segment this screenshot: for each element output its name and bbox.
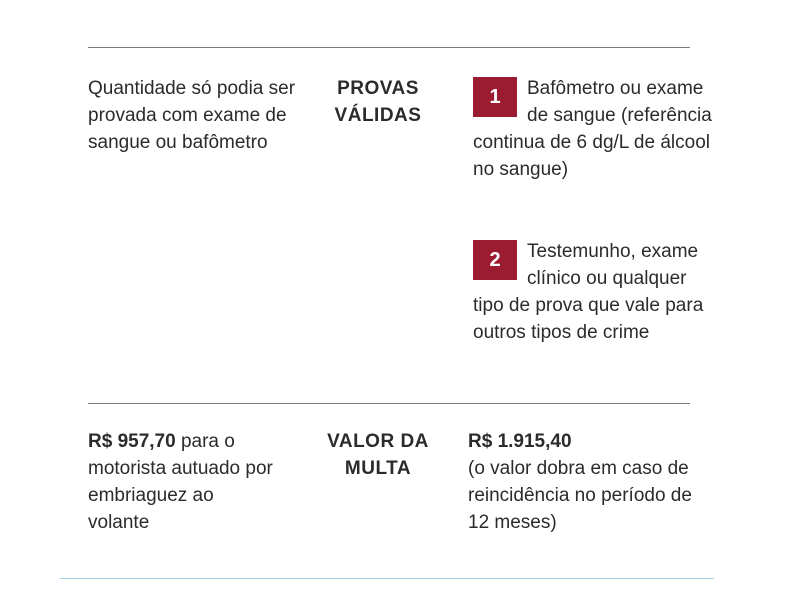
number-badge-1: 1 (473, 77, 517, 117)
new-fine-amount: R$ 1.915,40 (468, 431, 572, 452)
section-label-provas (318, 75, 438, 129)
previous-fine-description: para o motorista autuado por embriaguez ao volante (88, 431, 273, 533)
bottom-divider (60, 578, 714, 579)
section-label-multa (318, 428, 438, 482)
valid-proof-item-2 (473, 238, 713, 346)
valid-proof-item-1 (473, 75, 713, 183)
new-fine-description: (o valor dobra em caso de reincidência no período de 12 meses) (468, 458, 692, 533)
top-divider (88, 47, 690, 48)
section-label-line2: VÁLIDAS (334, 105, 422, 126)
new-fine-text (468, 428, 693, 536)
previous-fine-amount: R$ 957,70 (88, 431, 176, 452)
section-label-line1: PROVAS (337, 78, 419, 99)
middle-divider (88, 403, 690, 404)
section-label-line2: MULTA (344, 458, 412, 479)
number-badge-2: 2 (473, 240, 517, 280)
valid-proof-text-1: Bafômetro ou exame de sangue (referência continua de 6 dg/L de álcool no sangue) (473, 78, 712, 180)
valid-proof-text-2: Testemunho, exame clínico ou qualquer tipo de prova que vale para outros tipos de crime (473, 241, 704, 343)
previous-rule-label: Quantidade só podia ser provada com exame de sangue ou bafômetro (88, 78, 296, 153)
previous-fine-text (88, 428, 278, 536)
section-label-line1: VALOR DA (327, 431, 429, 452)
previous-rule-text (88, 75, 298, 156)
